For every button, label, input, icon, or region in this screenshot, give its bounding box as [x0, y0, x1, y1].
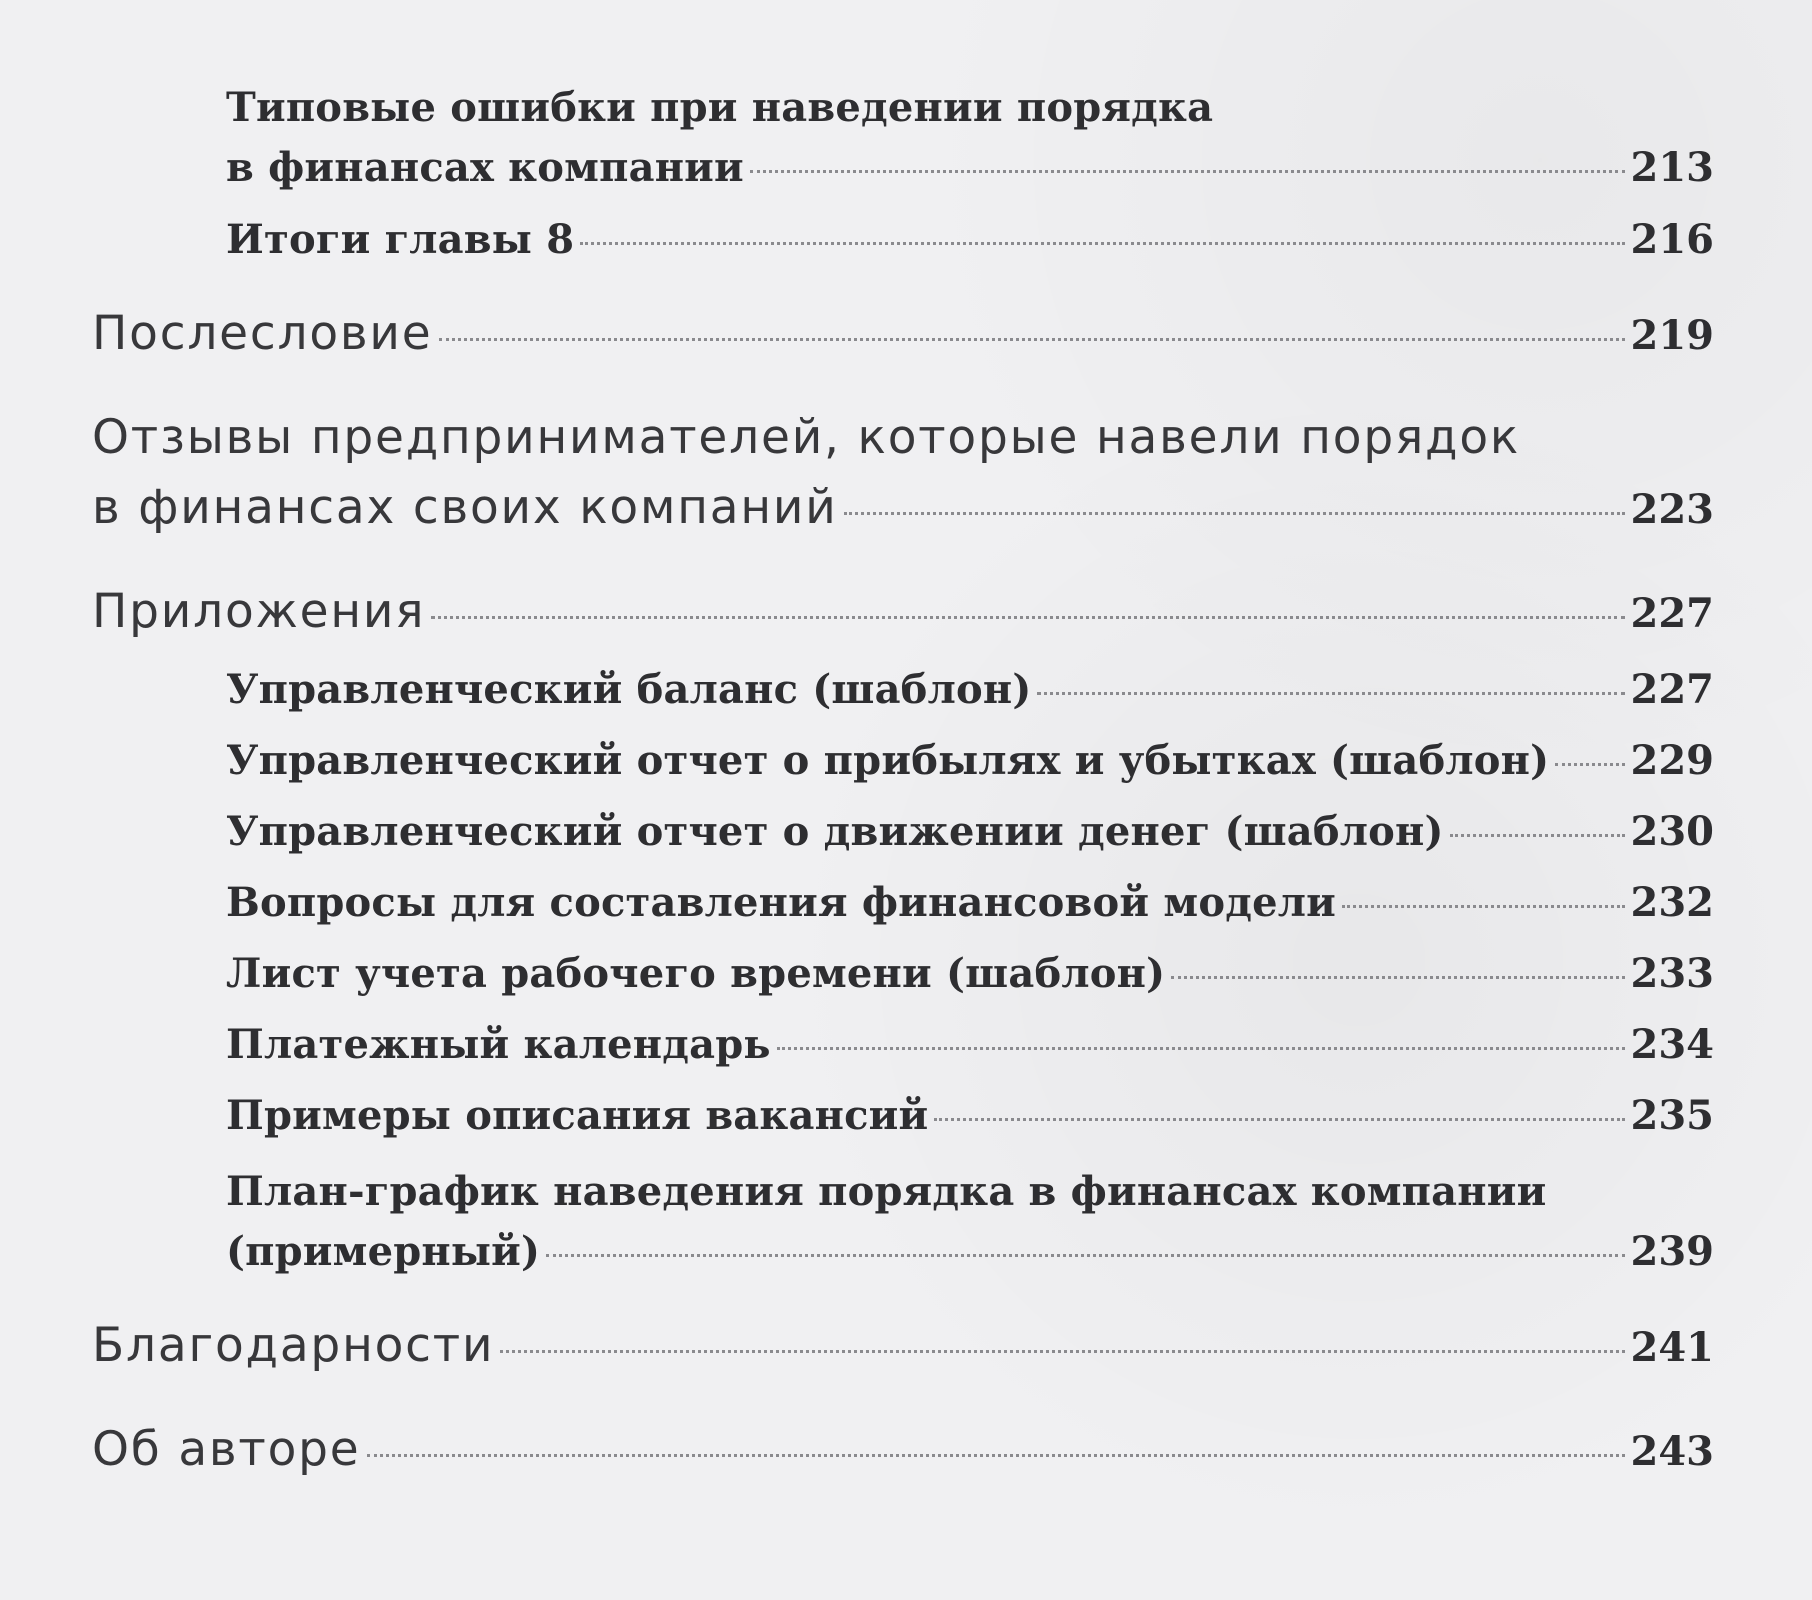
toc-entry-title: Управленческий отчет о движении денег (шаблон) [226, 808, 1444, 855]
page-number: 232 [1630, 879, 1714, 926]
toc-entry-errors-line2: в финансах компании [226, 144, 744, 191]
toc-entry-thanks [92, 1318, 1714, 1373]
dot-leader [1342, 905, 1624, 908]
dot-leader [367, 1454, 1625, 1457]
page-number: 227 [1630, 666, 1714, 713]
toc-entry-title: Лист учета рабочего времени (шаблон) [226, 950, 1166, 997]
toc-entry-title: Платежный календарь [226, 1021, 771, 1068]
dot-leader [934, 1118, 1624, 1121]
toc-appendix-item [226, 737, 1714, 784]
page-number: 223 [1630, 486, 1714, 533]
toc-entry-title: Управленческий баланс (шаблон) [226, 666, 1032, 713]
toc-entry-title: Вопросы для составления финансовой модели [226, 879, 1337, 926]
page-number: 227 [1630, 590, 1714, 637]
toc-entry-author [92, 1422, 1714, 1477]
toc-entry-title: Об авторе [92, 1422, 361, 1477]
page-number: 235 [1630, 1092, 1714, 1139]
toc-entry-appendices [92, 584, 1714, 639]
page-number: 230 [1630, 808, 1714, 855]
page-number: 233 [1630, 950, 1714, 997]
toc-entry-title: Благодарности [92, 1318, 495, 1373]
dot-leader [580, 242, 1624, 245]
toc-appendix-item [226, 808, 1714, 855]
page-number: 229 [1630, 737, 1714, 784]
toc-entry-title: Послесловие [92, 306, 433, 361]
toc-entry-title: Управленческий отчет о прибылях и убытках (шаблон) [226, 737, 1550, 784]
toc-entry-title: Приложения [92, 584, 426, 639]
toc-entry-title: Итоги главы 8 [226, 216, 575, 263]
dot-leader [546, 1254, 1624, 1257]
toc-entry-afterword [92, 306, 1714, 361]
dot-leader [777, 1047, 1625, 1050]
page-number: 239 [1630, 1228, 1714, 1275]
toc-entry-errors [226, 144, 1714, 191]
page-number: 219 [1630, 312, 1714, 359]
toc-entry-reviews-line1: Отзывы предпринимателей, которые навели порядок [92, 410, 1521, 465]
page-number: 213 [1630, 144, 1714, 191]
toc-entry-reviews-line2: в финансах своих компаний [92, 480, 838, 535]
dot-leader [750, 170, 1625, 173]
toc-appendix-item [226, 879, 1714, 926]
toc-appendix-item [226, 1092, 1714, 1139]
toc-entry-plan [226, 1228, 1714, 1275]
dot-leader [1555, 763, 1624, 766]
dot-leader [439, 338, 1625, 341]
toc-entry-plan-line2: (примерный) [226, 1228, 541, 1275]
dot-leader [1037, 692, 1624, 695]
toc-entry-reviews [92, 480, 1714, 535]
page-number: 234 [1630, 1021, 1714, 1068]
dot-leader [844, 512, 1625, 515]
page-number: 243 [1630, 1428, 1714, 1475]
toc-entry-errors-line1: Типовые ошибки при наведении порядка [226, 84, 1214, 131]
dot-leader [500, 1350, 1624, 1353]
page-number: 241 [1630, 1324, 1714, 1371]
toc-appendix-item [226, 666, 1714, 713]
dot-leader [431, 616, 1624, 619]
toc-appendix-item [226, 950, 1714, 997]
toc-entry-title: Примеры описания вакансий [226, 1092, 929, 1139]
dot-leader [1171, 976, 1624, 979]
toc-appendix-item [226, 1021, 1714, 1068]
toc-entry-summary-8 [226, 216, 1714, 263]
dot-leader [1450, 834, 1625, 837]
page-number: 216 [1630, 216, 1714, 263]
toc-entry-plan-line1: План-график наведения порядка в финансах компании [226, 1168, 1547, 1215]
